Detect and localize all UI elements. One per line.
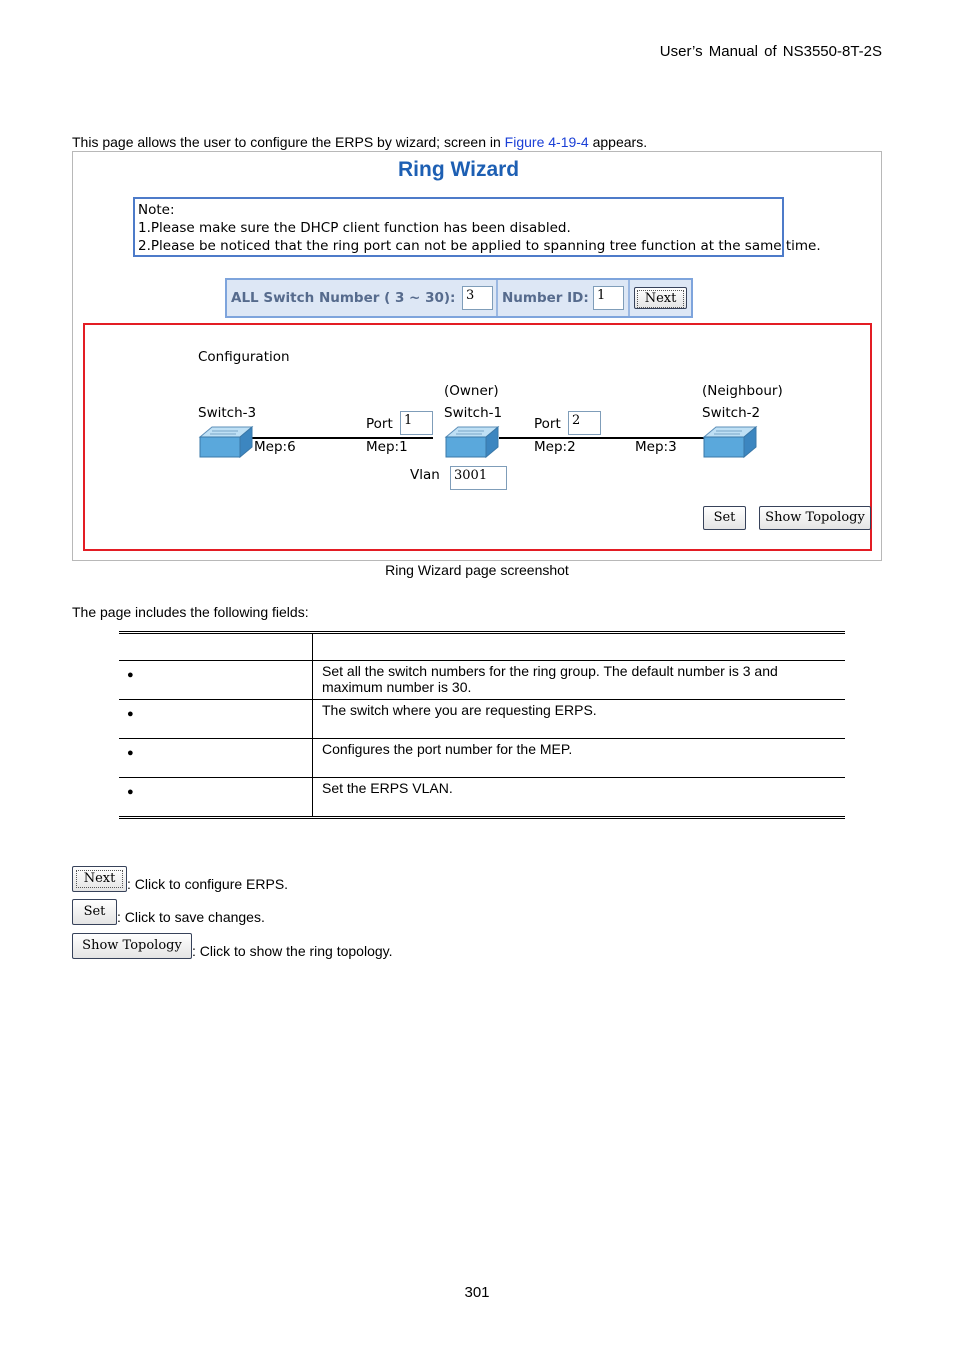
set-sample-label: Set — [83, 904, 106, 919]
mep1-label: Mep:1 — [366, 439, 408, 455]
switch2-label: Switch-2 — [702, 405, 761, 421]
port2-label: Port — [534, 416, 561, 432]
number-id-cell — [498, 280, 630, 316]
next-button[interactable] — [634, 287, 687, 309]
switch1-label: Switch-1 — [444, 405, 503, 421]
description-cell — [313, 778, 846, 818]
ring-wizard-screenshot — [72, 151, 882, 561]
object-cell — [119, 661, 313, 700]
fields-table — [119, 631, 845, 819]
description-cell — [313, 739, 846, 778]
page-number: 301 — [464, 1284, 490, 1301]
object-cell — [119, 700, 313, 739]
table-row — [119, 661, 845, 700]
description-text: Configures the port number for the MEP. — [322, 741, 573, 757]
show-topology-button-label: Show Topology — [765, 510, 865, 525]
fields-intro: The page includes the following fields: — [72, 604, 309, 620]
switch-number-bar — [225, 278, 693, 318]
all-switch-cell — [227, 280, 498, 316]
show-topology-sample-label: Show Topology — [82, 938, 182, 953]
owner-label: (Owner) — [444, 383, 499, 399]
description-cell — [313, 700, 846, 739]
all-switch-input[interactable]: 3 — [462, 286, 493, 310]
all-switch-label: ALL Switch Number ( 3 ~ 30): — [231, 290, 456, 306]
vlan-input[interactable]: 3001 — [450, 466, 507, 490]
object-column-header — [119, 633, 313, 661]
number-id-label: Number ID: — [502, 290, 589, 306]
bullet-icon: ● — [127, 747, 134, 759]
port1-input[interactable]: 1 — [400, 411, 433, 435]
description-text: Set the ERPS VLAN. — [322, 780, 453, 796]
object-cell — [119, 778, 313, 818]
mep6-label: Mep:6 — [254, 439, 296, 455]
intro-text: This page allows the user to configure the ERPS by wizard; screen in — [72, 134, 505, 150]
table-row — [119, 739, 845, 778]
set-button-sample[interactable] — [72, 899, 117, 925]
set-button[interactable] — [703, 506, 746, 530]
configuration-panel — [83, 323, 872, 551]
document-header: User’s Manual of NS3550-8T-2S — [659, 43, 882, 60]
set-button-label: Set — [713, 510, 736, 525]
description-text: Set all the switch numbers for the ring group. The default number is 3 and — [322, 663, 778, 679]
legend-next — [72, 866, 288, 892]
vlan-label: Vlan — [410, 467, 440, 483]
note-heading: Note: — [138, 202, 175, 218]
bullet-icon: ● — [127, 708, 134, 720]
switch2-icon — [702, 425, 758, 459]
description-text: maximum number is 30. — [322, 679, 472, 695]
bullet-icon: ● — [127, 786, 134, 798]
switch3-label: Switch-3 — [198, 405, 257, 421]
figure-link[interactable]: Figure 4-19-4 — [504, 134, 589, 150]
port2-input[interactable]: 2 — [568, 411, 601, 435]
note-box — [133, 197, 821, 257]
intro-paragraph — [72, 134, 647, 150]
description-cell — [313, 661, 846, 700]
port1-label: Port — [366, 416, 393, 432]
bullet-icon: ● — [127, 669, 134, 681]
mep2-label: Mep:2 — [534, 439, 576, 455]
configuration-title: Configuration — [198, 349, 290, 365]
next-button-label: Next — [637, 290, 684, 308]
description-column-header — [313, 633, 846, 661]
legend-text: : Click to show the ring topology. — [192, 943, 393, 959]
table-row — [119, 778, 845, 818]
neighbour-label: (Neighbour) — [702, 383, 783, 399]
note-line: 2.Please be noticed that the ring port can not be applied to spanning tree function at the same time. — [138, 238, 821, 254]
note-line: 1.Please make sure the DHCP client function has been disabled. — [138, 220, 571, 236]
show-topology-button[interactable] — [759, 506, 871, 530]
object-cell — [119, 739, 313, 778]
switch3-icon — [198, 425, 254, 459]
legend-text: : Click to save changes. — [117, 909, 265, 925]
next-sample-label: Next — [76, 870, 123, 888]
next-button-sample[interactable] — [72, 866, 127, 892]
legend-set — [72, 899, 265, 925]
figure-caption: Ring Wizard page screenshot — [385, 562, 569, 578]
switch1-icon — [444, 425, 500, 459]
intro-text-end: appears. — [588, 134, 648, 150]
mep3-label: Mep:3 — [635, 439, 677, 455]
show-topology-button-sample[interactable] — [72, 933, 192, 959]
wizard-title: Ring Wizard — [398, 158, 520, 181]
table-header-row — [119, 633, 845, 661]
description-text: The switch where you are requesting ERPS. — [322, 702, 597, 718]
table-row — [119, 700, 845, 739]
legend-text: : Click to configure ERPS. — [127, 876, 289, 892]
legend-show-topology — [72, 933, 393, 959]
number-id-input[interactable]: 1 — [593, 286, 624, 310]
